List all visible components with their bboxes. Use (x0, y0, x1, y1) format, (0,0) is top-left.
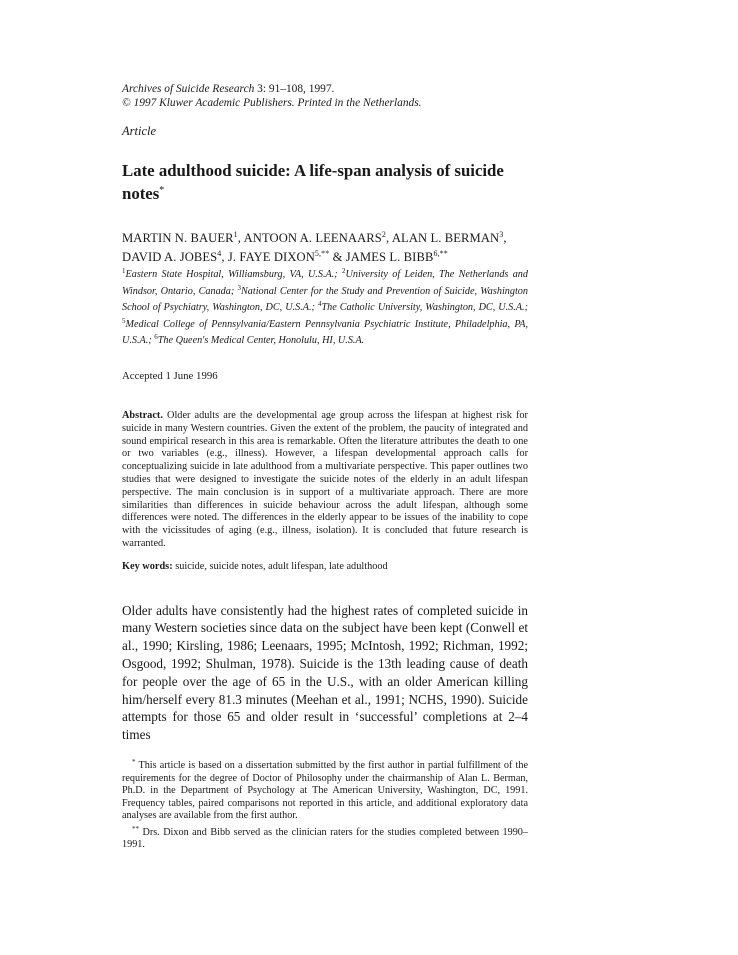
affiliation-marker: 2 (342, 267, 346, 275)
footnote-marker: ** (132, 824, 139, 833)
keywords-label: Key words: (122, 560, 173, 572)
affiliation-marker: 6 (154, 333, 158, 342)
author-separator: , (237, 231, 244, 245)
author-separator: , (503, 231, 507, 245)
abstract-label: Abstract. (122, 409, 163, 421)
affiliation-text: National Center for the Study and Prevention of Suicide, Washington School of Psychiatry, Washington, DC, U.S.A.; (122, 285, 528, 314)
affiliation-marker: 5 (122, 316, 126, 325)
author-affil-marker: 5,** (314, 249, 330, 258)
author-name: DAVID A. JOBES (122, 250, 218, 264)
author-name: JAMES L. BIBB (345, 250, 434, 264)
footnote (122, 823, 528, 852)
author-name: J. FAYE DIXON (227, 250, 315, 264)
affiliation-text: The Queen's Medical Center, Honolulu, HI, U.S.A. (157, 335, 365, 347)
author-separator: , (221, 250, 228, 264)
footnote-text: Drs. Dixon and Bibb served as the clinician raters for the studies completed between 1990–1991. (122, 826, 528, 851)
affiliation-text: Eastern State Hospital, Williamsburg, VA, U.S.A.; (125, 269, 342, 280)
body-paragraph: Older adults have consistently had the highest rates of completed suicide in many Western societies since data on the subject have been kept (Conwell et al., 1990; Kirsling, 1986; Leenaars, 1995; McIntosh, 1992; Richman, 1992; Osgood, 1992; Shulman, 1978). Suicide is the 13th leading cause of death for people over the age of 65 in the U.S., with an older American killing him/herself every 81.3 minutes (Meehan et al., 1991; NCHS, 1990). Suicide attempts for those 65 and older result in ‘successful’ completions at 2–4 times (122, 602, 528, 743)
author-separator: , (386, 231, 392, 245)
footnotes (122, 756, 528, 852)
author-list (122, 227, 528, 265)
abstract-text: Older adults are the developmental age group across the lifespan at highest risk for suicide in many Western countries. Given the extent of the problem, the paucity of integrated and sound empirical research in this area is remarkable. Often the literature attributes the death to one or two variables (e.g., illness). However, a lifespan developmental approach calls for conceptualizing suicide in late adulthood from a multivariate perspective. This paper outlines two studies that were designed to investigate the suicide notes of the elderly in an adult lifespan perspective. The main conclusion is in support of a multivariate approach. There are more similarities than differences in suicide behaviour across the adult lifespan, although some differences were noted. The differences in the elderly appear to be issues of the inability to cope with the vicissitudes of aging (e.g., illness, isolation). It is concluded that future research is warranted. (122, 409, 528, 549)
journal-name: Archives of Suicide Research (122, 83, 255, 95)
accepted-date: Accepted 1 June 1996 (122, 369, 218, 382)
journal-copyright: © 1997 Kluwer Academic Publishers. Printed in the Netherlands. (122, 97, 422, 109)
title-footnote-marker: * (159, 185, 165, 196)
affiliation-marker: 3 (237, 283, 241, 292)
footnote (122, 756, 528, 823)
affiliation-text: The Catholic University, Washington, DC, U.S.A.; (321, 302, 528, 314)
author-affil-marker: 3 (499, 230, 504, 239)
author-name: ALAN L. BERMAN (391, 231, 500, 245)
keywords-text: suicide, suicide notes, adult lifespan, late adulthood (172, 560, 388, 572)
author-separator: & (329, 250, 346, 264)
affiliation-text: University of Leiden, The Netherlands and Windsor, Ontario, Canada; (122, 269, 528, 297)
journal-volume-pages: 3: 91–108, 1997. (254, 83, 335, 95)
affiliation-marker: 1 (122, 267, 126, 275)
author-affil-marker: 2 (381, 230, 387, 239)
affiliation-text: Medical College of Pennsylvania/Eastern Pennsylvania Psychiatric Institute, Philadelphia, PA, U.S.A.; (122, 318, 528, 347)
author-affil-marker: 4 (217, 249, 222, 258)
affiliation-marker: 4 (317, 300, 322, 309)
journal-citation (122, 82, 528, 96)
author-affil-marker: 1 (233, 230, 238, 239)
paper-title (122, 161, 528, 204)
keywords (122, 561, 528, 574)
journal-header (122, 82, 528, 110)
abstract (122, 410, 528, 551)
paper-page (122, 82, 528, 852)
affiliations (122, 265, 528, 348)
author-name: ANTOON A. LEENAARS (243, 231, 382, 245)
author-name: MARTIN N. BAUER (122, 231, 234, 245)
article-type: Article (122, 124, 157, 138)
footnote-marker: * (132, 757, 136, 766)
author-affil-marker: 6,** (433, 249, 448, 258)
footnote-text: This article is based on a dissertation submitted by the first author in partial fulfillment of the requirements for the degree of Doctor of Philosophy under the chairmanship of Alan L. Berman, Ph.D. in the Department of Psychology at The American University, Washington, DC, 1991. Frequency tables, paired comparisons not reported in this article, and additional exploratory data analyses are available from the first author. (122, 759, 528, 822)
paper-title-text: Late adulthood suicide: A life-span analysis of suicide notes (122, 161, 504, 203)
